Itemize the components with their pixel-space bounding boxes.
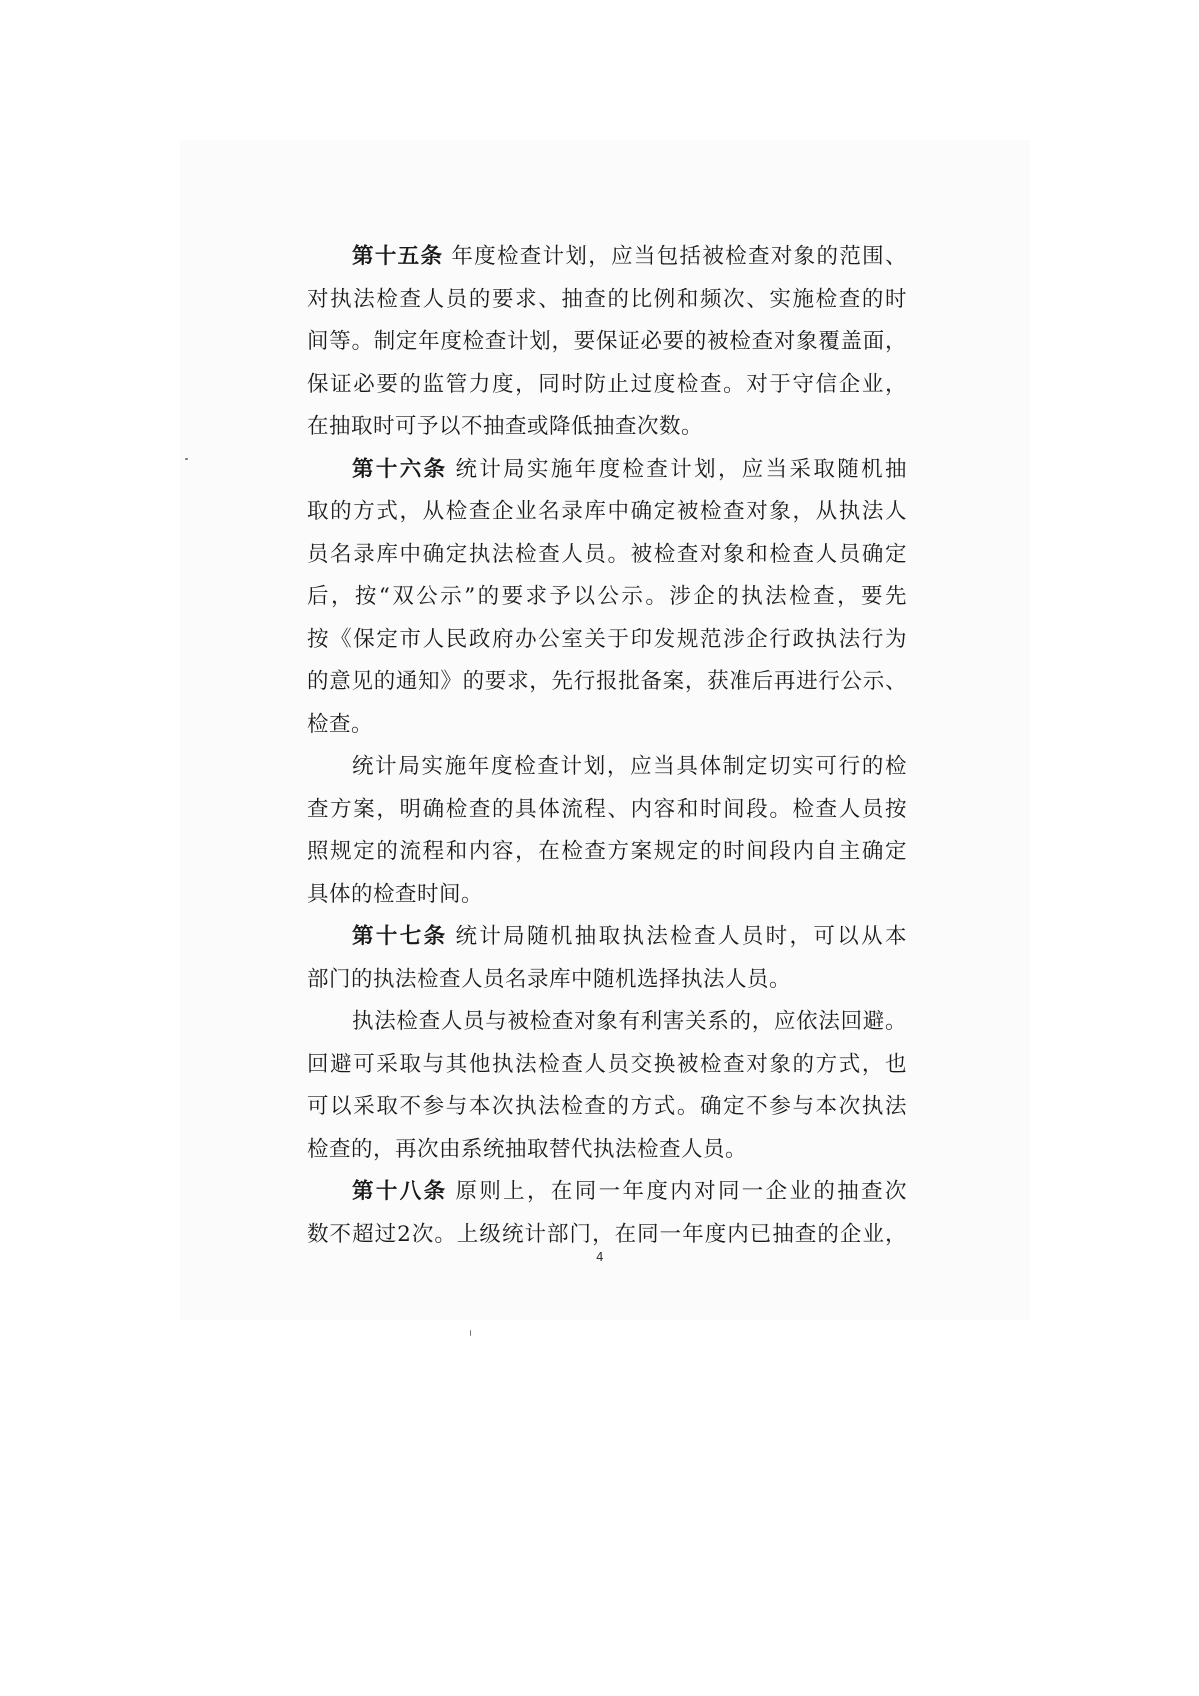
paragraph-line bbox=[307, 236, 907, 279]
paragraph-line: 数不超过2次。上级统计部门，在同一年度内已抽查的企业， bbox=[307, 1221, 907, 1247]
paragraph-line: 保证必要的监管力度，同时防止过度检查。对于守信企业， bbox=[307, 371, 907, 397]
document-body bbox=[307, 236, 907, 1256]
paragraph-line: 部门的执法检查人员名录库中随机选择执法人员。 bbox=[307, 966, 792, 992]
paragraph-line: 执法检查人员与被检查对象有利害关系的，应依法回避。 bbox=[352, 1009, 907, 1034]
paragraph-line: 员名录库中确定执法检查人员。被检查对象和检查人员确定 bbox=[307, 541, 907, 567]
paragraph-line: 检查。 bbox=[307, 711, 374, 737]
paragraph-line: 照规定的流程和内容，在检查方案规定的时间段内自主确定 bbox=[307, 839, 907, 864]
line-text: 统计局随机抽取执法检查人员时，可以从本 bbox=[455, 924, 907, 949]
paragraph-line bbox=[307, 916, 907, 959]
paragraph-line: 在抽取时可予以不抽查或降低抽查次数。 bbox=[307, 414, 704, 439]
line-text: 统计局实施年度检查计划，应当采取随机抽 bbox=[455, 456, 907, 482]
paragraph-line: 统计局实施年度检查计划，应当具体制定切实可行的检 bbox=[352, 754, 907, 779]
paragraph-line bbox=[307, 1171, 907, 1214]
paragraph-line: 后，按“双公示”的要求予以公示。涉企的执法检查，要先 bbox=[307, 584, 907, 609]
line-text: 原则上，在同一年度内对同一企业的抽查次 bbox=[455, 1179, 907, 1204]
paragraph-line: 间等。制定年度检查计划，要保证必要的被检查对象覆盖面， bbox=[307, 329, 907, 354]
article-heading: 第十五条 bbox=[352, 244, 444, 269]
paragraph-line: 回避可采取与其他执法检查人员交换被检查对象的方式，也 bbox=[307, 1051, 907, 1077]
paragraph-line: 检查的，再次由系统抽取替代执法检查人员。 bbox=[307, 1136, 748, 1162]
paragraph-line: 按《保定市人民政府办公室关于印发规范涉企行政执法行为 bbox=[307, 626, 907, 652]
article-heading: 第十八条 bbox=[352, 1179, 448, 1204]
line-text: 年度检查计划，应当包括被检查对象的范围、 bbox=[451, 244, 907, 269]
paragraph-line: 可以采取不参与本次执法检查的方式。确定不参与本次执法 bbox=[307, 1094, 907, 1119]
article-heading: 第十七条 bbox=[352, 924, 448, 949]
paragraph-line: 具体的检查时间。 bbox=[307, 881, 484, 907]
scan-speck bbox=[185, 458, 188, 460]
paragraph-line: 查方案，明确检查的具体流程、内容和时间段。检查人员按 bbox=[307, 796, 907, 822]
paragraph-line: 的意见的通知》的要求，先行报批备案，获准后再进行公示、 bbox=[307, 669, 907, 694]
article-heading: 第十六条 bbox=[352, 456, 448, 482]
paragraph-line: 对执法检查人员的要求、抽查的比例和频次、实施检查的时 bbox=[307, 286, 907, 312]
scan-speck bbox=[470, 1330, 471, 1336]
paragraph-line bbox=[307, 449, 907, 492]
paragraph-line: 取的方式，从检查企业名录库中确定被检查对象，从执法人 bbox=[307, 499, 907, 524]
page-number: 4 bbox=[596, 1250, 604, 1264]
